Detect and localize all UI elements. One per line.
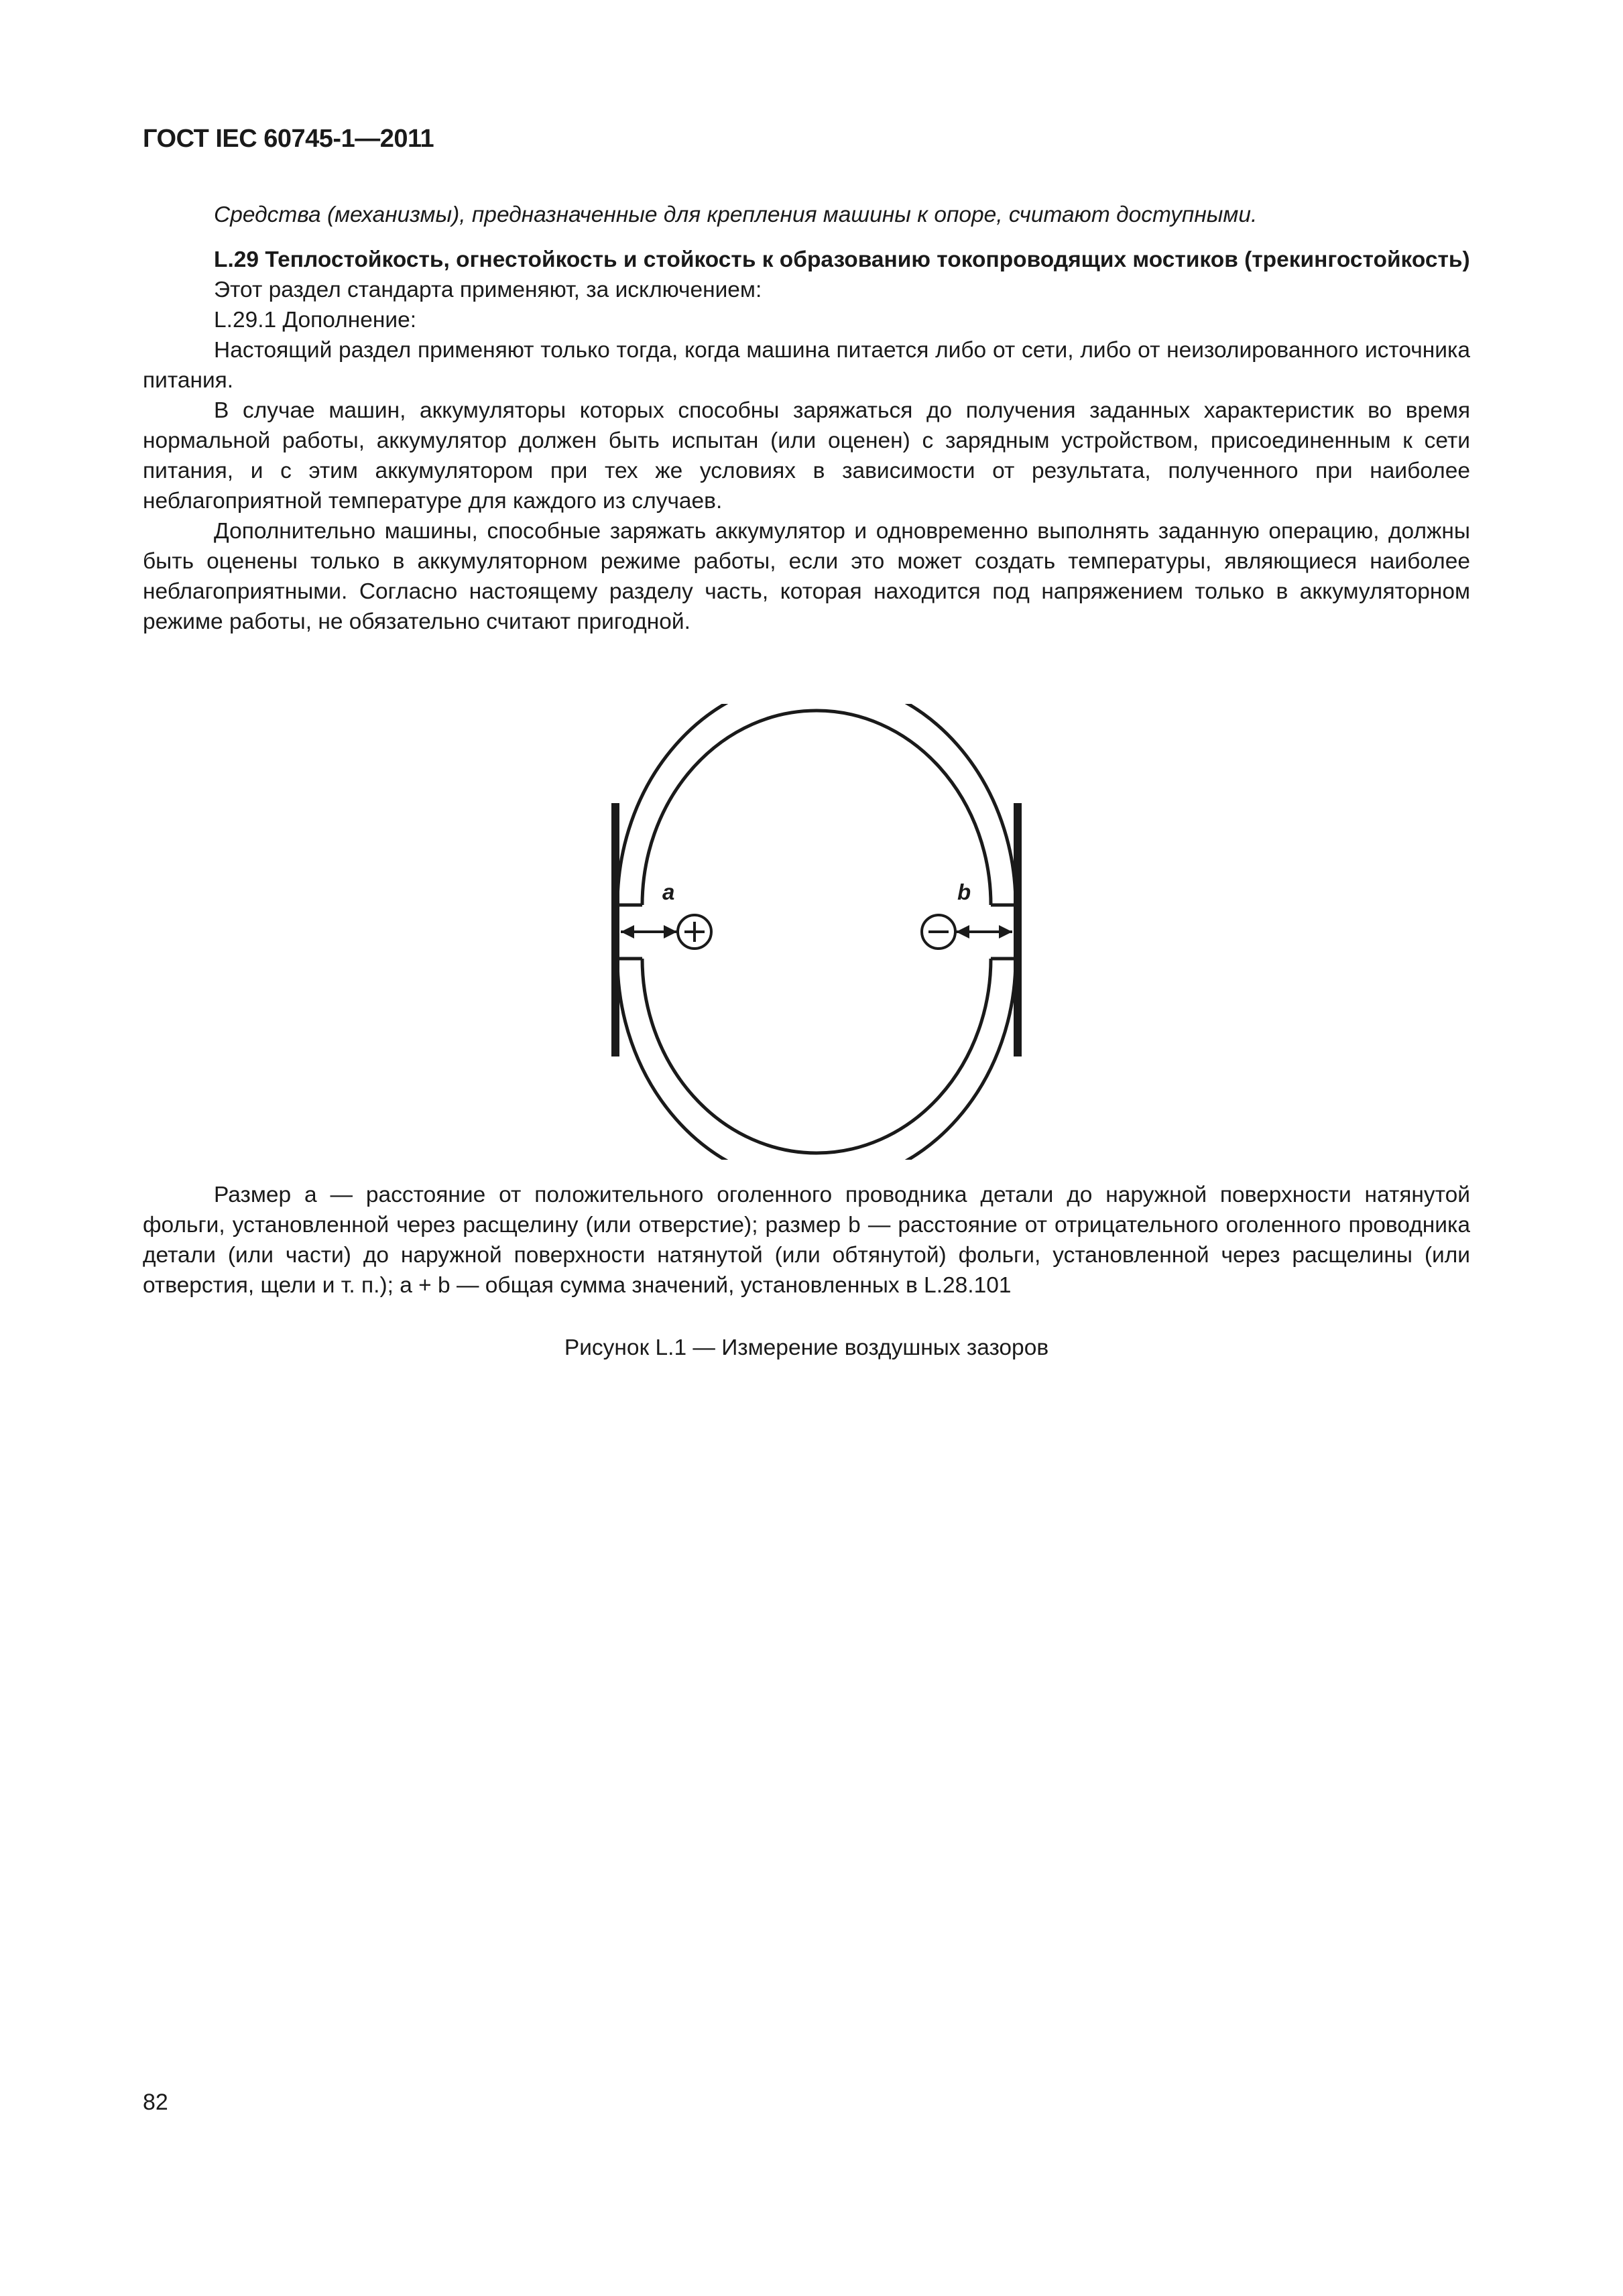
section-heading: L.29 Теплостойкость, огнестойкость и стойкость к образованию токопроводящих мостиков (трекингостойкость) [214,247,1470,272]
dimension-b-arrow-right [999,925,1012,939]
paragraph: В случае машин, аккумуляторы которых способны заряжаться до получения заданных характеристик во время нормальной работы, аккумулятор должен быть испытан (или оценен) с зарядным устройством, присоединенным к сети питания, и с этим аккумулятором при тех же условиях в зависимости от результата, полученного при наиболее неблагоприятной температуре для каждого из случаев. [143,398,1470,513]
figure-legend [143,1180,1470,1301]
plus-in-circle-icon [678,915,711,949]
label-a: a [662,880,675,904]
dimension-a-arrow-left [621,925,634,939]
minus-in-circle-icon [922,915,955,949]
paragraph: Этот раздел стандарта применяют, за исключением: [214,278,762,302]
legend-text: Размер a — расстояние от положительного оголенного проводника детали до наружной поверхности натянутой фольги, установленной через расщелину (или отверстие); размер b — расстояние от отрицательного оголенного проводника детали (или части) до наружной поверхности натянутой (или обтянутой) фольги, установленной через расщелины (или отверстия, щели и т. п.); a + b — общая сумма значений, установленных в L.28.101 [143,1183,1470,1298]
label-b: b [957,880,971,904]
intro-paragraph: Средства (механизмы), предназначенные для крепления машины к опоре, считают доступными. [214,202,1258,227]
figure-caption: Рисунок L.1 — Измерение воздушных зазоров [564,1335,1049,1360]
left-foil-bar [611,803,619,1056]
right-foil-bar [1014,803,1022,1056]
dimension-b-arrow-left [956,925,969,939]
dimension-a-arrow-right [664,925,677,939]
page-number: 82 [143,2090,168,2115]
diagram-svg [595,704,1038,1160]
body-text [143,200,1470,637]
paragraph: Настоящий раздел применяют только тогда, когда машина питается либо от сети, либо от неизолированного источника питания. [143,338,1470,393]
paragraph: L.29.1 Дополнение: [214,308,417,333]
air-clearance-figure [595,704,1038,1160]
paragraph: Дополнительно машины, способные заряжать аккумулятор и одновременно выполнять заданную операцию, должны быть оценены только в аккумуляторном режиме работы, если это может создать температуры, являющиеся наиболее неблагоприятными. Согласно настоящему разделу часть, которая находится под напряжением только в аккумуляторном режиме работы, не обязательно считают пригодной. [143,519,1470,634]
document-header: ГОСТ IEC 60745-1—2011 [143,125,434,153]
